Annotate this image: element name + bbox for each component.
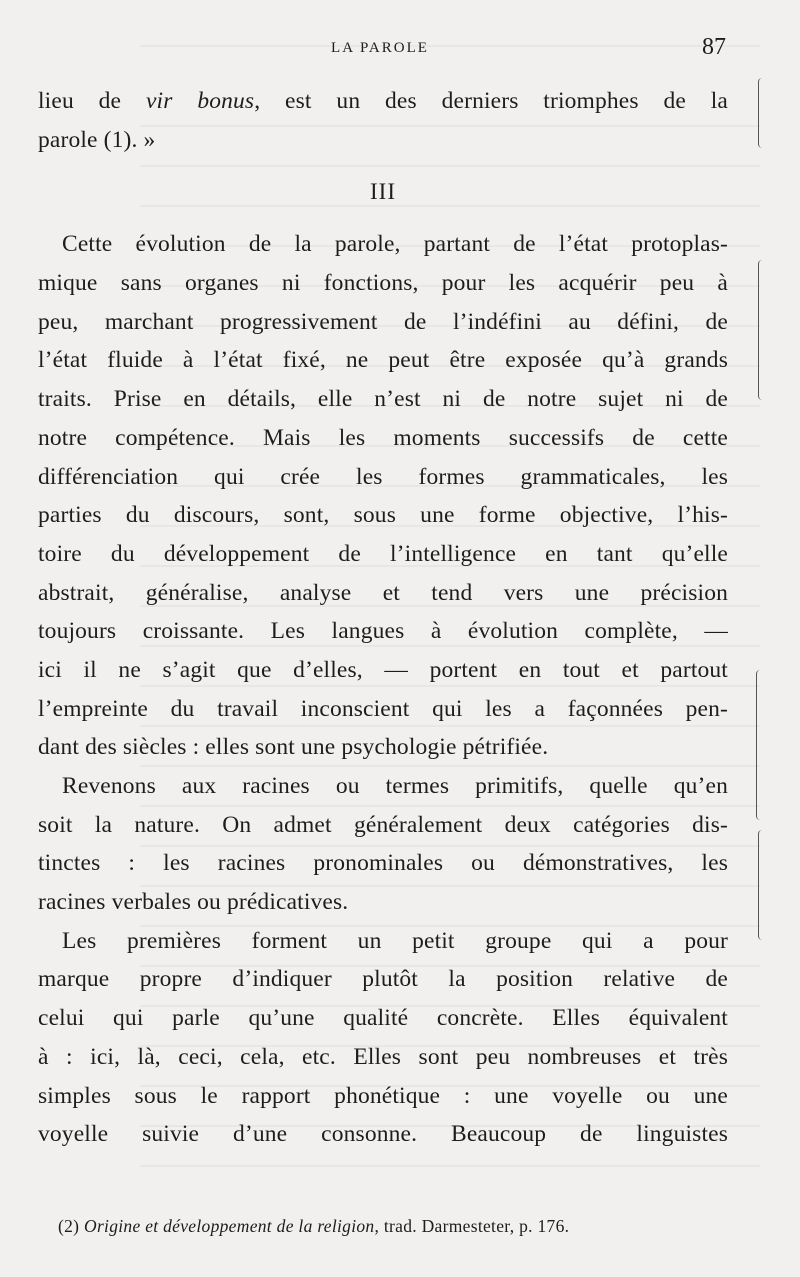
italic-phrase: vir bonus	[145, 88, 255, 114]
text-line: mique sans organes ni fonctions, pour les acquérir peu à	[38, 270, 728, 297]
margin-bracket-mark	[758, 260, 769, 400]
text-line: à : ici, là, ceci, cela, etc. Elles sont peu nombreuses et très	[38, 1043, 728, 1070]
text-line: toujours croissante. Les langues à évolution complète, —	[38, 618, 728, 645]
section-heading: III	[370, 179, 396, 205]
text-line: abstrait, généralise, analyse et tend vers une précision	[38, 579, 728, 606]
text-line: parole (1). »	[38, 126, 156, 153]
text-line: Cette évolution de la parole, partant de l’état protoplas-	[62, 231, 728, 258]
paragraph-1	[38, 225, 728, 767]
text-line: peu, marchant progressivement de l’indéfini au défini, de	[38, 308, 728, 335]
text-line: ici il ne s’agit que d’elles, — portent en tout et partout	[38, 656, 728, 683]
footnote-marker: (2)	[58, 1216, 80, 1236]
text-line: Les premières forment un petit groupe qui a pour	[62, 927, 728, 954]
text-line: parties du discours, sont, sous une forme objective, l’his-	[38, 502, 728, 529]
footnote-citation: , trad. Darmesteter, p. 176.	[374, 1216, 570, 1236]
text-line: notre compétence. Mais les moments successifs de cette	[38, 424, 728, 451]
text-line: lieu de vir bonus, est un des derniers triomphes de la	[38, 88, 729, 114]
text-line: l’état fluide à l’état fixé, ne peut être exposée qu’à grands	[38, 347, 728, 374]
running-title: LA PAROLE	[331, 40, 429, 56]
running-head	[0, 36, 800, 60]
page-number: 87	[702, 34, 726, 60]
text-line: marque propre d’indiquer plutôt la position relative de	[38, 966, 728, 993]
text-line: tinctes : les racines pronominales ou démonstratives, les	[38, 850, 728, 877]
text-line: dant des siècles : elles sont une psychologie pétrifiée.	[38, 734, 549, 761]
footnote	[58, 1216, 738, 1237]
text-line: différenciation qui crée les formes grammaticales, les	[38, 463, 728, 490]
text-line: soit la nature. On admet généralement deux catégories dis-	[38, 811, 728, 838]
text-line: voyelle suivie d’une consonne. Beaucoup de linguistes	[38, 1121, 728, 1148]
paragraph-2	[38, 767, 728, 922]
text-line: simples sous le rapport phonétique : une voyelle ou une	[38, 1082, 728, 1109]
text-line: racines verbales ou prédicatives.	[38, 889, 349, 916]
margin-bracket-mark	[758, 78, 769, 148]
margin-bracket-mark	[758, 830, 769, 940]
text-line: traits. Prise en détails, elle n’est ni de notre sujet ni de	[38, 386, 728, 413]
text-line: Revenons aux racines ou termes primitifs, quelle qu’en	[62, 773, 728, 799]
paragraph-3	[38, 922, 728, 1154]
text-line: toire du développement de l’intelligence en tant qu’elle	[38, 540, 728, 567]
text-line: celui qui parle qu’une qualité concrète. Elles équivalent	[38, 1005, 728, 1032]
footnote-title: Origine et développement de la religion	[84, 1216, 375, 1236]
margin-bracket-mark	[756, 670, 767, 820]
body-text	[38, 82, 728, 1154]
text-line: l’empreinte du travail inconscient qui les a façonnées pen-	[38, 695, 728, 722]
